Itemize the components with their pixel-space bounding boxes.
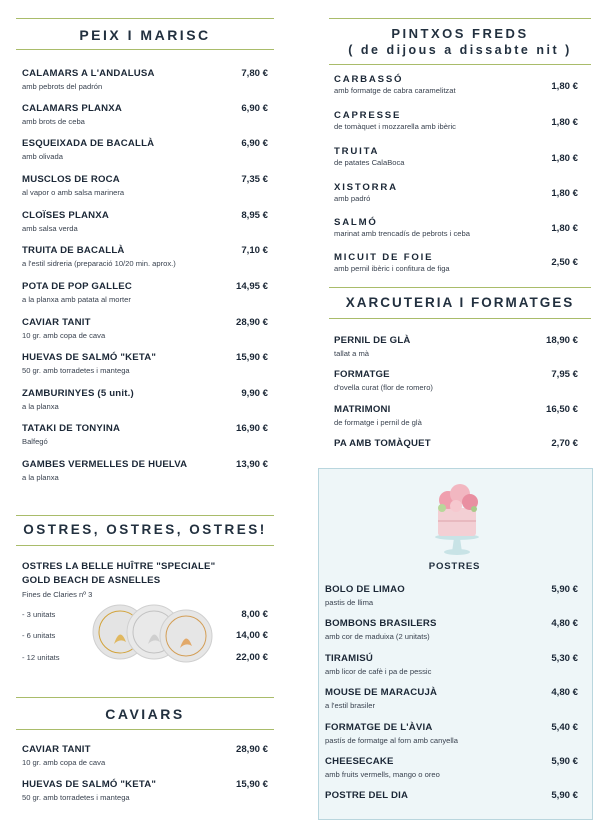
pintxos-subtitle: ( de dijous a dissabte nit ) — [348, 43, 572, 57]
item-price: 7,35 € — [241, 174, 268, 185]
caviars-top-rule — [16, 697, 274, 698]
pintxos-title: PINTXOS FREDS — [391, 26, 529, 41]
menu-item: HUEVAS DE SALMÓ "KETA" 50 gr. amb torradetes i mantega — [22, 779, 157, 802]
menu-item: MATRIMONI de formatge i pernil de glà — [334, 404, 422, 427]
item-price: 4,80 € — [551, 687, 578, 698]
item-price: 2,70 € — [551, 438, 578, 449]
menu-item: CALAMARS PLANXA amb brots de ceba — [22, 103, 123, 126]
menu-item: CALAMARS A L'ANDALUSA amb pebrots del padrón — [22, 68, 155, 91]
item-price: 1,80 € — [551, 188, 578, 199]
menu-item: CLOÏSES PLANXA amb salsa verda — [22, 210, 110, 233]
item-price: 1,80 € — [551, 153, 578, 164]
item-price: 9,90 € — [241, 388, 268, 399]
peix-title: PEIX I MARISC — [79, 27, 211, 43]
oyster-price: 14,00 € — [235, 630, 268, 641]
xarcuteria-top-rule — [329, 287, 591, 288]
pintxos-top-rule — [329, 18, 591, 19]
item-price: 5,40 € — [551, 722, 578, 733]
menu-item: SALMÓ marinat amb trencadís de pebrots i ceba — [334, 217, 470, 238]
item-price: 2,50 € — [551, 257, 578, 268]
item-price: 1,80 € — [551, 223, 578, 234]
menu-item: CHEESECAKE amb fruits vermells, mango o oreo — [325, 756, 440, 779]
item-price: 14,95 € — [235, 281, 268, 292]
medals-image — [88, 602, 218, 664]
postres-title: POSTRES — [428, 561, 481, 572]
menu-item: GAMBES VERMELLES DE HUELVA a la planxa — [22, 459, 188, 482]
menu-item: CAVIAR TANIT 10 gr. amb copa de cava — [22, 744, 106, 767]
menu-item: ZAMBURINYES (5 unit.) a la planxa — [22, 388, 134, 411]
peix-top-rule — [16, 18, 274, 19]
item-price: 13,90 € — [235, 459, 268, 470]
menu-item: MUSCLOS DE ROCA al vapor o amb salsa marinera — [22, 174, 125, 197]
xarcuteria-bottom-rule — [329, 318, 591, 319]
menu-item: ESQUEIXADA DE BACALLÀ amb olivada — [22, 138, 155, 161]
item-price: 5,90 € — [551, 584, 578, 595]
item-price: 1,80 € — [551, 117, 578, 128]
oyster-price: 8,00 € — [241, 609, 268, 620]
oyster-price: 22,00 € — [235, 652, 268, 663]
caviars-bottom-rule — [16, 729, 274, 730]
menu-item: PERNIL DE GLÀ tallat a mà — [334, 335, 411, 358]
item-price: 5,90 € — [551, 756, 578, 767]
cake-image — [428, 478, 486, 556]
menu-item: FORMATGE d'ovella curat (flor de romero) — [334, 369, 433, 392]
item-price: 6,90 € — [241, 103, 268, 114]
item-price: 7,95 € — [551, 369, 578, 380]
oyster-option: - 3 unitats — [22, 610, 56, 619]
menu-item: PA AMB TOMÀQUET — [334, 438, 431, 449]
item-price: 16,50 € — [545, 404, 578, 415]
menu-item: XISTORRA amb padró — [334, 182, 398, 203]
ostres-title: OSTRES, OSTRES, OSTRES! — [23, 522, 267, 537]
menu-item: CAVIAR TANIT 10 gr. amb copa de cava — [22, 317, 106, 340]
oyster-item: OSTRES LA BELLE HUÎTRE "SPECIALE" GOLD BEACH DE ASNELLES Fines de Claries nº 3 — [22, 561, 216, 599]
item-price: 16,90 € — [235, 423, 268, 434]
item-price: 15,90 € — [235, 779, 268, 790]
ostres-bottom-rule — [16, 545, 274, 546]
item-price: 5,30 € — [551, 653, 578, 664]
item-price: 28,90 € — [235, 317, 268, 328]
peix-bottom-rule — [16, 49, 274, 50]
xarcuteria-title: XARCUTERIA I FORMATGES — [345, 295, 575, 310]
item-price: 4,80 € — [551, 618, 578, 629]
menu-item: TRUITA DE BACALLÀ a l'estil sidreria (preparació 10/20 min. aprox.) — [22, 245, 176, 268]
pintxos-bottom-rule — [329, 64, 591, 65]
ostres-top-rule — [16, 515, 274, 516]
menu-item: CARBASSÓ amb formatge de cabra caramelitzat — [334, 74, 456, 95]
menu-item: TIRAMISÚ amb licor de cafè i pa de pessic — [325, 653, 432, 676]
item-price: 6,90 € — [241, 138, 268, 149]
menu-item: BOLO DE LIMAO pastis de llima — [325, 584, 405, 607]
oyster-option: - 12 unitats — [22, 653, 60, 662]
menu-item: FORMATGE DE L'ÀVIA pastís de formatge al forn amb canyella — [325, 722, 458, 745]
menu-item: TRUITA de patates CalaBoca — [334, 146, 405, 167]
item-price: 1,80 € — [551, 81, 578, 92]
item-price: 7,80 € — [241, 68, 268, 79]
oyster-option: - 6 unitats — [22, 631, 56, 640]
item-price: 18,90 € — [545, 335, 578, 346]
menu-item: BOMBONS BRASILERS amb cor de maduixa (2 unitats) — [325, 618, 437, 641]
menu-item: MICUIT DE FOIE amb pernil ibèric i confitura de figa — [334, 252, 450, 273]
item-price: 15,90 € — [235, 352, 268, 363]
menu-item: MOUSE DE MARACUJÀ a l'estil brasiler — [325, 687, 438, 710]
menu-item: HUEVAS DE SALMÓ "KETA" 50 gr. amb torradetes i mantega — [22, 352, 157, 375]
menu-item: POSTRE DEL DIA — [325, 790, 409, 801]
menu-item: TATAKI DE TONYINA Balfegó — [22, 423, 121, 446]
item-price: 5,90 € — [551, 790, 578, 801]
menu-item: CAPRESSE de tomàquet i mozzarella amb ibèric — [334, 110, 456, 131]
caviars-title: CAVIARS — [105, 706, 185, 722]
item-price: 8,95 € — [241, 210, 268, 221]
item-price: 28,90 € — [235, 744, 268, 755]
menu-item: POTA DE POP GALLEC a la planxa amb patata al morter — [22, 281, 133, 304]
item-price: 7,10 € — [241, 245, 268, 256]
